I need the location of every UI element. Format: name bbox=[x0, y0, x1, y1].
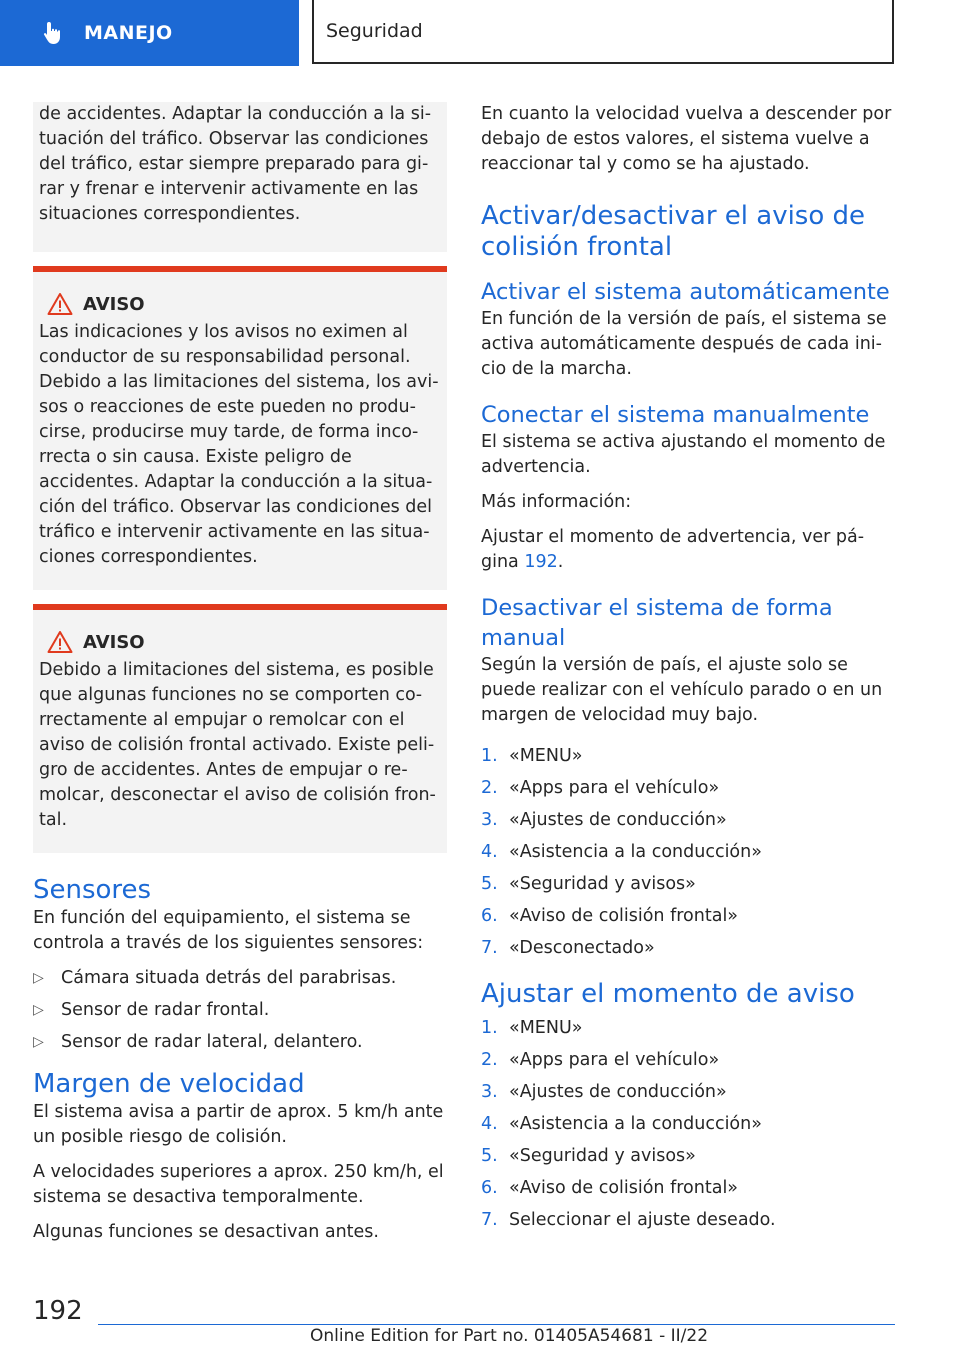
heading-sensores: Sensores bbox=[33, 875, 152, 905]
sensores-text: En función del equipamiento, el sistema se controla a través de los siguientes sensores: bbox=[33, 908, 424, 953]
heading-margen: Margen de velocidad bbox=[33, 1069, 305, 1099]
speed-resume-text: En cuanto la velocidad vuelva a descender por debajo de estos valores, el sistema vuelve a reaccionar tal y como se ha ajustado. bbox=[481, 104, 892, 174]
warning-triangle-icon bbox=[47, 630, 73, 654]
page-reference-link[interactable]: 192 bbox=[524, 552, 558, 572]
activar-auto-text: En función de la versión de país, el sistema se activa automáticamente después de cada inicio de la marcha. bbox=[481, 309, 887, 379]
desactivar-steps bbox=[481, 744, 895, 961]
desactivar-text: Según la versión de país, el ajuste solo se puede realizar con el vehículo parado o en un margen de velocidad muy bajo. bbox=[481, 655, 883, 725]
warning-box-2 bbox=[33, 604, 447, 853]
page-header bbox=[0, 0, 960, 66]
heading-activar-auto: Activar el sistema automáticamente bbox=[481, 279, 890, 305]
intro-note-text: de accidentes. Adaptar la conducción a la situación del tráfico. Observar las condiciones del tráfico, estar siempre preparado para girar y frenar e intervenir activamente en las situaciones correspondientes. bbox=[39, 104, 432, 224]
warning-title-row bbox=[39, 630, 441, 654]
manual-text-2: Más información: bbox=[481, 492, 632, 512]
list-item: 4. «Asistencia a la conducción» bbox=[481, 1114, 762, 1134]
list-item: ▷ Cámara situada detrás del parabrisas. bbox=[33, 966, 447, 991]
bullet-triangle-icon: ▷ bbox=[33, 1034, 44, 1050]
ajustar-steps bbox=[481, 1016, 895, 1233]
list-item: 4. «Asistencia a la conducción» bbox=[481, 842, 762, 862]
list-item: ▷ Sensor de radar frontal. bbox=[33, 998, 447, 1023]
list-item: 3. «Ajustes de conducción» bbox=[481, 1082, 727, 1102]
margen-text-2: A velocidades superiores a aprox. 250 km/h, el sistema se desactiva temporalmente. bbox=[33, 1162, 444, 1207]
bullet-triangle-icon: ▷ bbox=[33, 1002, 44, 1018]
warning-triangle-icon bbox=[47, 292, 73, 316]
heading-conectar-manual: Conectar el sistema manualmente bbox=[481, 402, 870, 428]
hand-pointer-icon bbox=[40, 20, 66, 46]
section-label: MANEJO bbox=[84, 22, 173, 44]
warning-box-1 bbox=[33, 266, 447, 590]
warning-title: AVISO bbox=[83, 631, 145, 653]
list-item: 6. «Aviso de colisión frontal» bbox=[481, 1178, 739, 1198]
list-item: 7. Seleccionar el ajuste deseado. bbox=[481, 1210, 776, 1230]
margen-text-1: El sistema avisa a partir de aprox. 5 km/h ante un posible riesgo de colisión. bbox=[33, 1102, 444, 1147]
margen-text-3: Algunas funciones se desactivan antes. bbox=[33, 1222, 379, 1242]
heading-desactivar-manual: Desactivar el sistema de forma manual bbox=[481, 595, 833, 651]
footer-edition: Online Edition for Part no. 01405A54681 - II/22 bbox=[310, 1326, 709, 1346]
bullet-triangle-icon: ▷ bbox=[33, 970, 44, 986]
warning-title-row bbox=[39, 292, 441, 316]
heading-activar-desactivar: Activar/desactivar el aviso de colisión frontal bbox=[481, 201, 866, 262]
warning-text: Las indicaciones y los avisos no eximen al conductor de su responsabilidad personal. Debido a las limitaciones del sistema, los avisos o reacciones de este pueden no producirse, producirse muy tarde, de forma incorrecta o sin causa. Existe peligro de accidentes. Adaptar la conducción a la situación del tráfico. Observar las condiciones del tráfico e intervenir activamente en las situaciones correspondientes. bbox=[39, 322, 439, 567]
right-column bbox=[481, 102, 895, 1243]
warning-text: Debido a limitaciones del sistema, es posible que algunas funciones no se comporten correctamente al empujar o remolcar con el aviso de colisión frontal activado. Existe peligro de accidentes. Antes de empujar o remolcar, desconectar el aviso de colisión frontal. bbox=[39, 660, 436, 830]
list-item: 2. «Apps para el vehículo» bbox=[481, 778, 720, 798]
list-item: ▷ Sensor de radar lateral, delantero. bbox=[33, 1030, 447, 1055]
list-item: 7. «Desconectado» bbox=[481, 938, 655, 958]
list-item: 2. «Apps para el vehículo» bbox=[481, 1050, 720, 1070]
left-column bbox=[33, 102, 447, 1255]
list-item: 3. «Ajustes de conducción» bbox=[481, 810, 727, 830]
heading-ajustar-momento: Ajustar el momento de aviso bbox=[481, 979, 855, 1009]
list-item: 6. «Aviso de colisión frontal» bbox=[481, 906, 739, 926]
manual-text-1: El sistema se activa ajustando el momento de advertencia. bbox=[481, 432, 886, 477]
list-item: 1. «MENU» bbox=[481, 746, 583, 766]
section-tab-manejo bbox=[0, 0, 299, 66]
warning-title: AVISO bbox=[83, 293, 145, 315]
intro-note-box bbox=[33, 102, 447, 252]
page-number: 192 bbox=[33, 1296, 83, 1326]
manual-text-3: Ajustar el momento de advertencia, ver página 192. bbox=[481, 527, 865, 572]
chapter-label: Seguridad bbox=[326, 20, 423, 42]
chapter-tab bbox=[312, 0, 894, 64]
list-item: 5. «Seguridad y avisos» bbox=[481, 874, 696, 894]
footer-divider bbox=[98, 1324, 895, 1325]
list-item: 5. «Seguridad y avisos» bbox=[481, 1146, 696, 1166]
list-item: 1. «MENU» bbox=[481, 1018, 583, 1038]
sensor-list bbox=[33, 966, 447, 1055]
